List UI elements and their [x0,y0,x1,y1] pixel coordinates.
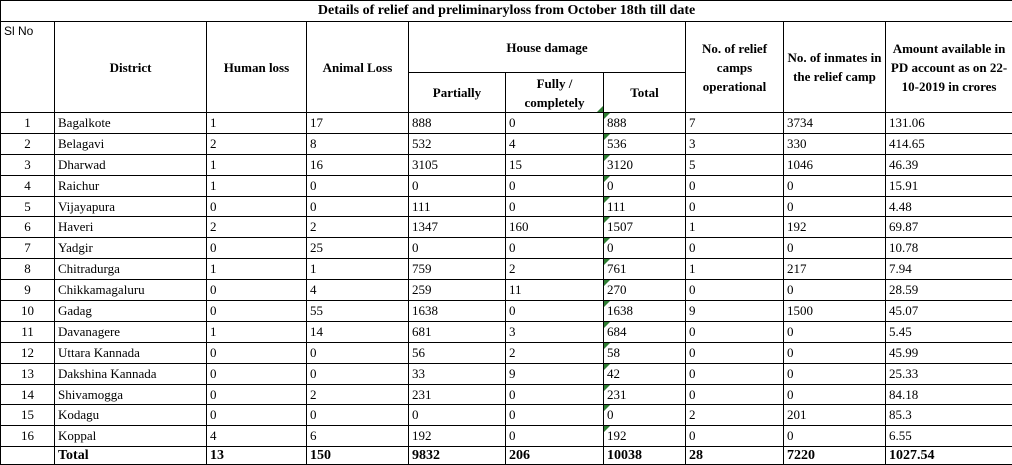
cell-total: 888 [604,113,686,134]
cell-amount: 4.48 [886,196,1012,217]
cell-total: 3120 [604,154,686,175]
cell-human-loss: 0 [207,196,307,217]
table-row [1,280,1012,301]
cell-human-loss: 0 [207,405,307,426]
cell-amount: 45.99 [886,342,1012,363]
cell-district: Gadag [55,301,207,322]
cell-district: Kodagu [55,405,207,426]
header-partially: Partially [409,73,506,113]
cell-animal-loss: 1 [307,259,409,280]
cell-total: 684 [604,321,686,342]
cell-inmates: 217 [784,259,886,280]
cell-total: 761 [604,259,686,280]
cell-district: Bagalkote [55,113,207,134]
cell-sl-no: 1 [1,113,55,134]
cell-amount: 25.33 [886,363,1012,384]
cell-inmates: 330 [784,133,886,154]
cell-relief-camps: 0 [686,342,784,363]
cell-partially: 0 [409,175,506,196]
cell-amount: 131.06 [886,113,1012,134]
cell-inmates: 0 [784,426,886,447]
table-row [1,238,1012,259]
cell-sl-no: 15 [1,405,55,426]
cell-human-loss: 0 [207,301,307,322]
cell-partially: 532 [409,133,506,154]
total-inmates: 7220 [784,447,886,465]
cell-district: Chitradurga [55,259,207,280]
cell-amount: 46.39 [886,154,1012,175]
cell-human-loss: 1 [207,175,307,196]
cell-district: Uttara Kannada [55,342,207,363]
cell-human-loss: 1 [207,113,307,134]
cell-fully: 4 [506,133,604,154]
cell-human-loss: 1 [207,154,307,175]
cell-fully: 160 [506,217,604,238]
cell-human-loss: 2 [207,217,307,238]
cell-total: 0 [604,175,686,196]
cell-partially: 3105 [409,154,506,175]
total-relief-camps: 28 [686,447,784,465]
cell-sl-no: 16 [1,426,55,447]
cell-district: Dakshina Kannada [55,363,207,384]
cell-total: 231 [604,384,686,405]
total-human-loss: 13 [207,447,307,465]
cell-animal-loss: 0 [307,175,409,196]
cell-inmates: 3734 [784,113,886,134]
cell-amount: 85.3 [886,405,1012,426]
cell-district: Dharwad [55,154,207,175]
cell-human-loss: 0 [207,363,307,384]
cell-amount: 10.78 [886,238,1012,259]
table-row [1,342,1012,363]
cell-fully: 0 [506,238,604,259]
cell-sl-no: 14 [1,384,55,405]
header-amount: Amount available in PD account as on 22-10-2019 in crores [886,22,1012,113]
table-row [1,259,1012,280]
cell-partially: 192 [409,426,506,447]
cell-sl-no: 3 [1,154,55,175]
cell-relief-camps: 0 [686,280,784,301]
cell-total: 42 [604,363,686,384]
cell-partially: 111 [409,196,506,217]
cell-relief-camps: 9 [686,301,784,322]
cell-fully: 0 [506,405,604,426]
cell-district: Shivamogga [55,384,207,405]
cell-human-loss: 2 [207,133,307,154]
cell-animal-loss: 2 [307,384,409,405]
cell-fully: 0 [506,113,604,134]
cell-partially: 0 [409,238,506,259]
cell-sl-no: 12 [1,342,55,363]
total-animal-loss: 150 [307,447,409,465]
cell-fully: 0 [506,426,604,447]
cell-total: 58 [604,342,686,363]
cell-partially: 1638 [409,301,506,322]
cell-inmates: 0 [784,196,886,217]
cell-amount: 28.59 [886,280,1012,301]
cell-relief-camps: 1 [686,259,784,280]
cell-amount: 69.87 [886,217,1012,238]
cell-amount: 6.55 [886,426,1012,447]
cell-sl-no: 5 [1,196,55,217]
cell-relief-camps: 0 [686,384,784,405]
total-fully: 206 [506,447,604,465]
cell-relief-camps: 0 [686,196,784,217]
cell-inmates: 0 [784,175,886,196]
cell-sl-no: 11 [1,321,55,342]
cell-animal-loss: 0 [307,342,409,363]
cell-total: 192 [604,426,686,447]
cell-fully: 15 [506,154,604,175]
cell-fully: 2 [506,342,604,363]
header-relief-camps: No. of relief camps operational [686,22,784,113]
cell-relief-camps: 0 [686,426,784,447]
cell-district: Davanagere [55,321,207,342]
cell-sl-no: 9 [1,280,55,301]
cell-district: Belagavi [55,133,207,154]
cell-sl-no: 2 [1,133,55,154]
cell-animal-loss: 25 [307,238,409,259]
cell-sl-no: 10 [1,301,55,322]
cell-sl-no: 6 [1,217,55,238]
cell-inmates: 0 [784,363,886,384]
cell-district: Chikkamagaluru [55,280,207,301]
cell-district: Yadgir [55,238,207,259]
cell-sl-no: 8 [1,259,55,280]
cell-animal-loss: 55 [307,301,409,322]
cell-animal-loss: 6 [307,426,409,447]
cell-district: Koppal [55,426,207,447]
cell-total: 536 [604,133,686,154]
cell-human-loss: 4 [207,426,307,447]
cell-total: 1507 [604,217,686,238]
cell-animal-loss: 0 [307,363,409,384]
cell-fully: 0 [506,384,604,405]
total-row [1,447,1012,465]
cell-inmates: 201 [784,405,886,426]
table-row [1,301,1012,322]
cell-total: 0 [604,238,686,259]
cell-animal-loss: 0 [307,196,409,217]
total-partially: 9832 [409,447,506,465]
cell-partially: 1347 [409,217,506,238]
cell-total: 111 [604,196,686,217]
cell-human-loss: 0 [207,384,307,405]
table-row [1,133,1012,154]
cell-inmates: 0 [784,238,886,259]
cell-partially: 231 [409,384,506,405]
table-row [1,384,1012,405]
cell-animal-loss: 4 [307,280,409,301]
table-row [1,175,1012,196]
total-amount: 1027.54 [886,447,1012,465]
cell-partially: 681 [409,321,506,342]
table-title: Details of relief and preliminaryloss from October 18th till date [1,1,1012,22]
cell-relief-camps: 5 [686,154,784,175]
cell-relief-camps: 2 [686,405,784,426]
cell-relief-camps: 1 [686,217,784,238]
cell-inmates: 192 [784,217,886,238]
cell-human-loss: 0 [207,342,307,363]
cell-amount: 5.45 [886,321,1012,342]
cell-animal-loss: 17 [307,113,409,134]
cell-inmates: 0 [784,321,886,342]
cell-human-loss: 1 [207,321,307,342]
cell-fully: 0 [506,196,604,217]
cell-district: Raichur [55,175,207,196]
cell-human-loss: 0 [207,280,307,301]
cell-relief-camps: 0 [686,363,784,384]
header-district: District [55,22,207,113]
header-inmates: No. of inmates in the relief camp [784,22,886,113]
table-row [1,405,1012,426]
header-fully: Fully / completely [506,73,604,113]
table-row [1,426,1012,447]
header-animal-loss: Animal Loss [307,22,409,113]
table-row [1,321,1012,342]
table-row [1,154,1012,175]
cell-inmates: 1046 [784,154,886,175]
table-row [1,217,1012,238]
cell-fully: 0 [506,301,604,322]
cell-total: 1638 [604,301,686,322]
cell-relief-camps: 0 [686,321,784,342]
cell-relief-camps: 3 [686,133,784,154]
cell-inmates: 1500 [784,301,886,322]
cell-inmates: 0 [784,342,886,363]
table-row [1,196,1012,217]
cell-amount: 7.94 [886,259,1012,280]
cell-partially: 0 [409,405,506,426]
cell-partially: 56 [409,342,506,363]
total-label: Total [55,447,207,465]
cell-animal-loss: 14 [307,321,409,342]
cell-total: 270 [604,280,686,301]
header-human-loss: Human loss [207,22,307,113]
header-total: Total [604,73,686,113]
cell-inmates: 0 [784,280,886,301]
cell-partially: 759 [409,259,506,280]
header-house-damage: House damage [409,22,686,73]
cell-district: Haveri [55,217,207,238]
cell-fully: 0 [506,175,604,196]
cell-relief-camps: 0 [686,175,784,196]
cell-total: 0 [604,405,686,426]
cell-relief-camps: 0 [686,238,784,259]
cell-human-loss: 1 [207,259,307,280]
cell-fully: 3 [506,321,604,342]
cell-amount: 84.18 [886,384,1012,405]
cell-sl-no-empty [1,447,55,465]
cell-inmates: 0 [784,384,886,405]
cell-animal-loss: 16 [307,154,409,175]
cell-sl-no: 4 [1,175,55,196]
cell-relief-camps: 7 [686,113,784,134]
cell-sl-no: 7 [1,238,55,259]
cell-amount: 45.07 [886,301,1012,322]
cell-animal-loss: 0 [307,405,409,426]
cell-amount: 414.65 [886,133,1012,154]
cell-fully: 2 [506,259,604,280]
table-row [1,113,1012,134]
total-total: 10038 [604,447,686,465]
cell-partially: 888 [409,113,506,134]
header-sl-no: Sl No [1,22,55,113]
table-row [1,363,1012,384]
cell-fully: 9 [506,363,604,384]
cell-partially: 33 [409,363,506,384]
cell-amount: 15.91 [886,175,1012,196]
cell-animal-loss: 2 [307,217,409,238]
cell-fully: 11 [506,280,604,301]
cell-district: Vijayapura [55,196,207,217]
cell-animal-loss: 8 [307,133,409,154]
cell-partially: 259 [409,280,506,301]
cell-sl-no: 13 [1,363,55,384]
cell-human-loss: 0 [207,238,307,259]
